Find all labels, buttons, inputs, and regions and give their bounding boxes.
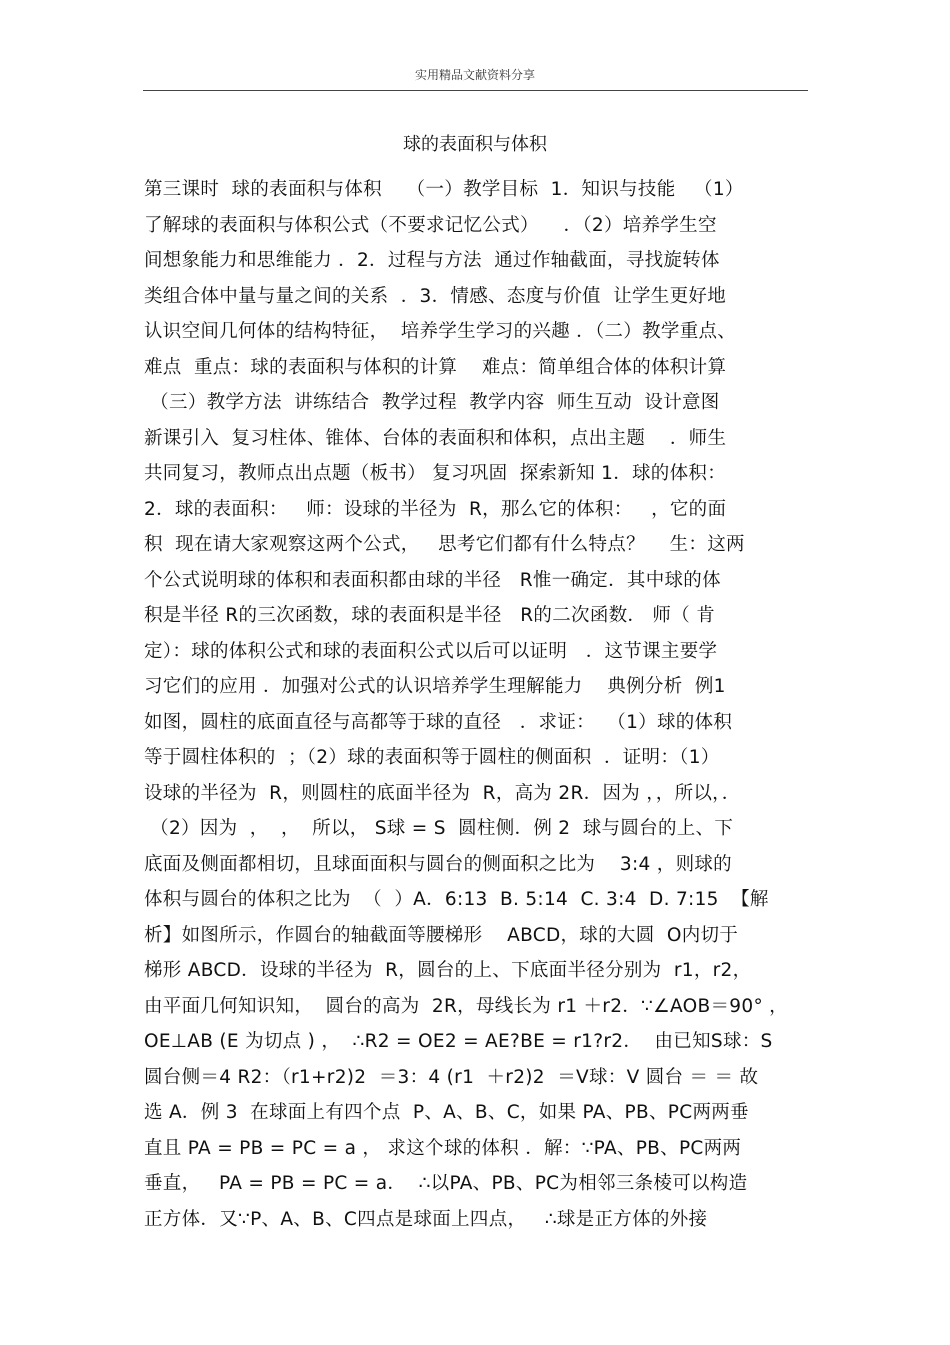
body-line: 定）：球的体积公式和球的表面积公式以后可以证明 ．这节课主要学 — [144, 640, 718, 662]
body-line: 习它们的应用 ．加强对公式的认识培养学生理解能力 典例分析 例1 — [144, 676, 726, 697]
body-line: （2）因为 ， ， 所以， S球 = S 圆柱侧．例 2 球与圆台的上、下 — [144, 818, 734, 839]
body-line: 析】如图所示，作圆台的轴截面等腰梯形 ABCD，球的大圆 O内切于 — [144, 924, 739, 946]
body-line: 间想象能力和思维能力 ．2．过程与方法 通过作轴截面，寻找旋转体 — [144, 250, 720, 271]
body-line: 设球的半径为 R，则圆柱的底面半径为 R，高为 2R．因为 ，，所以，． — [144, 782, 741, 804]
body-line: 积是半径 R的三次函数，球的表面积是半径 R的二次函数． 师（ 肯 — [144, 605, 715, 626]
body-line: 第三课时 球的表面积与体积 （一）教学目标 1．知识与技能 （1） — [144, 179, 744, 200]
document-title: 球的表面积与体积 — [403, 134, 547, 155]
body-line: （三）教学方法 讲练结合 教学过程 教学内容 师生互动 设计意图 — [144, 392, 720, 413]
body-line: 了解球的表面积与体积公式（不要求记忆公式） ．（2）培养学生空 — [144, 214, 717, 236]
body-line: 新课引入 复习柱体、锥体、台体的表面积和体积，点出主题 ．师生 — [144, 427, 727, 449]
body-line: 梯形 ABCD．设球的半径为 R，圆台的上、下底面半径分别为 r1，r2， — [144, 960, 752, 981]
body-line: 如图，圆柱的底面直径与高都等于球的直径 ．求证： （1）球的体积 — [144, 711, 733, 733]
header-divider — [143, 90, 808, 91]
body-line: 直且 PA = PB = PC = a ， 求这个球的体积 ．解：∵PA、PB、PC两两 — [144, 1137, 742, 1159]
body-line: 类组合体中量与量之间的关系 ．3．情感、态度与价值 让学生更好地 — [144, 285, 726, 307]
body-line: 积 现在请大家观察这两个公式， 思考它们都有什么特点？ 生：这两 — [144, 534, 745, 555]
body-line: 由平面几何知识知， 圆台的高为 2R，母线长为 r1 ＋r2．∵∠AOB＝90° ， — [144, 995, 788, 1017]
body-line: OE⊥AB (E 为切点 ) ， ∴R2 = OE2 = AE?BE = r1?r2． 由已知S球：S — [144, 1031, 773, 1052]
body-line: 选 A．例 3 在球面上有四个点 P、A、B、C，如果 PA、PB、PC两两垂 — [144, 1102, 749, 1123]
document-body — [144, 172, 814, 1237]
body-line: 正方体．又∵P、A、B、C四点是球面上四点， ∴球是正方体的外接 — [144, 1208, 708, 1230]
page-header: 实用精品文献资料分享 — [414, 68, 535, 82]
body-line: 2．球的表面积： 师：设球的半径为 R，那么它的体积： ，它的面 — [144, 498, 727, 520]
body-line: 共同复习，教师点出点题（板书） 复习巩固 探索新知 1．球的体积： — [144, 463, 726, 484]
body-line: 等于圆柱体积的 ；（2）球的表面积等于圆柱的侧面积 ．证明：（1） — [144, 747, 720, 768]
body-line: 体积与圆台的体积之比为 （ ）A．6:13 B. 5:14 C. 3:4 D. 7:15 【解 — [144, 889, 769, 910]
body-line: 个公式说明球的体积和表面积都由球的半径 R惟一确定．其中球的体 — [144, 569, 721, 591]
body-line: 难点 重点：球的表面积与体积的计算 难点：简单组合体的体积计算 — [144, 356, 727, 378]
body-line: 认识空间几何体的结构特征， 培养学生学习的兴趣 ．（二）教学重点、 — [144, 321, 737, 342]
body-line: 底面及侧面都相切，且球面面积与圆台的侧面积之比为 3:4 ，则球的 — [144, 853, 732, 875]
body-line: 圆台侧＝4 R2：（r1+r2)2 ＝3：4 (r1 ＋r2)2 ＝V球：V 圆台 ＝ ＝ 故 — [144, 1066, 759, 1088]
body-line: 垂直， PA = PB = PC = a． ∴以PA、PB、PC为相邻三条棱可以构造 — [144, 1173, 748, 1194]
